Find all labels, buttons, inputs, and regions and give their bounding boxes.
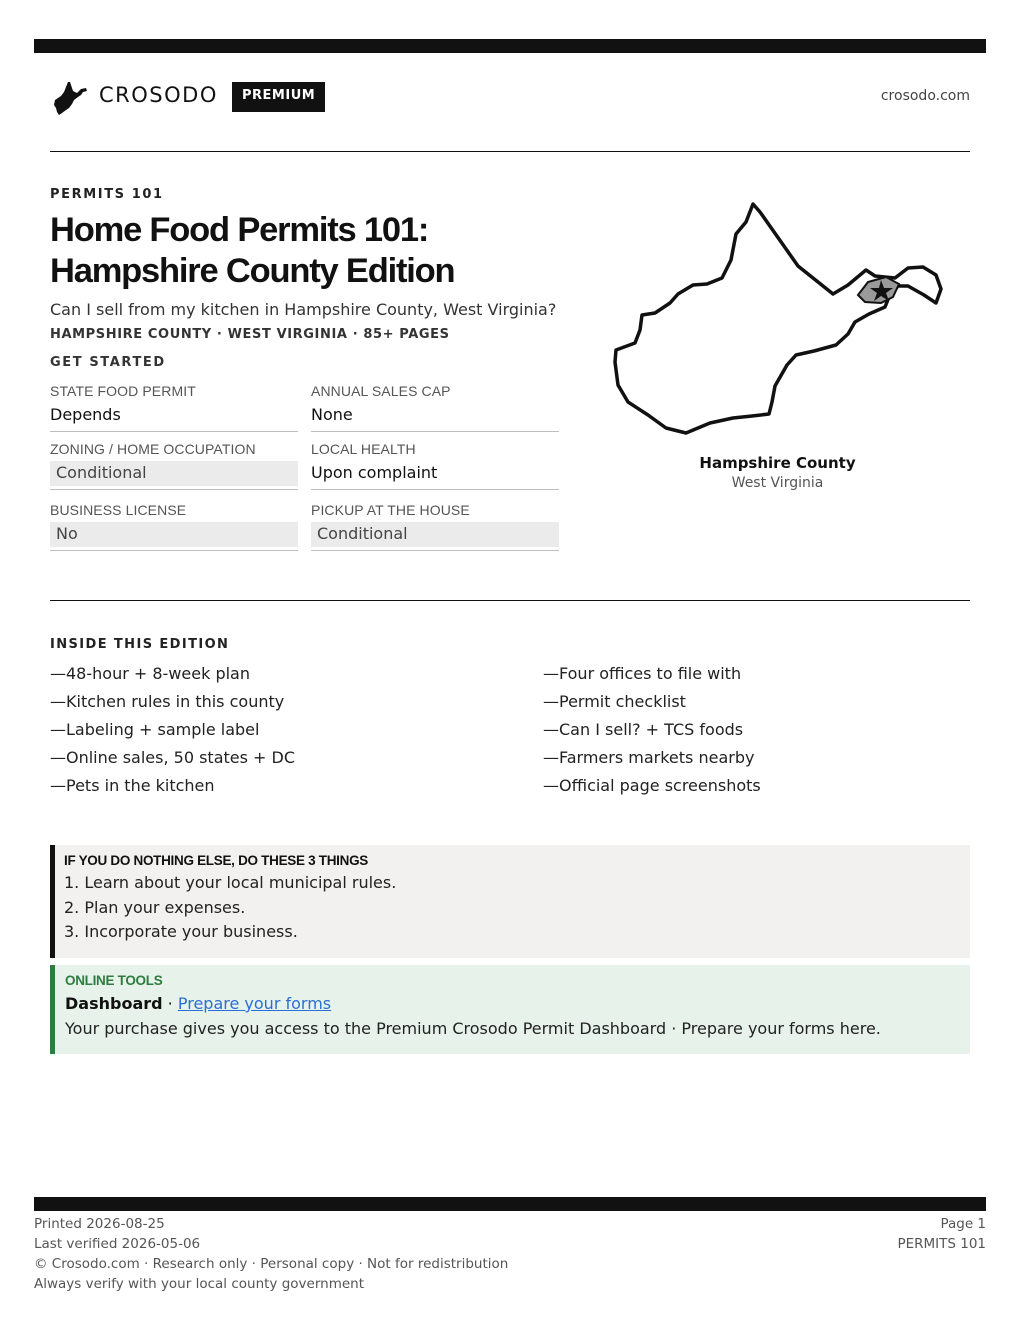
cell-state-food-permit [50, 383, 298, 432]
footer-right [897, 1214, 986, 1254]
cell-divider [50, 550, 298, 551]
three-things-callout [50, 845, 970, 958]
toc-item: —Labeling + sample label [50, 720, 260, 739]
callout-list [64, 871, 970, 945]
dashboard-line [65, 994, 970, 1013]
page-title [50, 210, 610, 292]
west-virginia-state-icon [52, 80, 88, 116]
cell-divider [311, 431, 559, 432]
cell-divider [311, 550, 559, 551]
map-state-label: West Virginia [731, 475, 824, 491]
title-line-2: Hampshire County Edition [50, 252, 455, 290]
printed-date: Printed 2026-08-25 [34, 1216, 165, 1232]
toc-right-column [543, 660, 761, 800]
separator: · [167, 994, 173, 1013]
header [50, 78, 970, 118]
cell-divider [50, 431, 298, 432]
verify-note: Always verify with your local county government [34, 1276, 364, 1292]
inside-title: INSIDE THIS EDITION [50, 637, 230, 652]
page-number: Page 1 [940, 1216, 986, 1232]
brand-name: CROSODO [99, 83, 218, 107]
cell-label: LOCAL HEALTH [311, 441, 416, 457]
cell-divider [50, 489, 298, 490]
toc-item: —Permit checklist [543, 692, 686, 711]
cell-value: Depends [50, 405, 121, 424]
cell-value: Upon complaint [311, 463, 438, 482]
callout-item: 1. Learn about your local municipal rules. [64, 873, 397, 892]
toc-item: —Kitchen rules in this county [50, 692, 285, 711]
cell-local-health [311, 441, 559, 490]
premium-badge: PREMIUM [232, 82, 325, 112]
cell-zoning [50, 441, 298, 490]
callout-item: 3. Incorporate your business. [64, 922, 298, 941]
online-tools-description: Your purchase gives you access to the Premium Crosodo Permit Dashboard · Prepare your forms here. [65, 1019, 881, 1038]
toc-item: —Four offices to file with [543, 664, 742, 683]
footer-left [34, 1214, 508, 1294]
title-line-1: Home Food Permits 101: [50, 211, 429, 249]
subtitle: Can I sell from my kitchen in Hampshire County, West Virginia? [50, 300, 557, 319]
copyright-notice: © Crosodo.com · Research only · Personal copy · Not for redistribution [34, 1256, 509, 1272]
callout-title: IF YOU DO NOTHING ELSE, DO THESE 3 THINGS [64, 853, 368, 868]
cell-label: ZONING / HOME OCCUPATION [50, 441, 256, 457]
header-divider [50, 151, 970, 152]
get-started-title: GET STARTED [50, 355, 166, 370]
online-tools-title: ONLINE TOOLS [65, 973, 163, 988]
cell-label: PICKUP AT THE HOUSE [311, 502, 470, 518]
eyebrow: PERMITS 101 [50, 187, 164, 202]
cell-pickup [311, 502, 559, 551]
toc-item: —Pets in the kitchen [50, 776, 215, 795]
toc-item: —48-hour + 8-week plan [50, 664, 250, 683]
west-virginia-map-with-star-icon [605, 195, 950, 445]
section-divider [50, 600, 970, 601]
toc-item: —Farmers markets nearby [543, 748, 755, 767]
toc-left-column [50, 660, 295, 800]
toc-item: —Official page screenshots [543, 776, 761, 795]
cell-divider [311, 489, 559, 490]
toc-item: —Online sales, 50 states + DC [50, 748, 296, 767]
map-county-label: Hampshire County [699, 454, 856, 472]
cell-business-license [50, 502, 298, 551]
cell-value: Conditional [311, 522, 559, 547]
cell-value: None [311, 405, 353, 424]
cell-label: BUSINESS LICENSE [50, 502, 187, 518]
site-url[interactable]: crosodo.com [880, 88, 970, 104]
dashboard-label: Dashboard [65, 994, 163, 1013]
cell-annual-sales-cap [311, 383, 559, 432]
top-bar [34, 39, 986, 53]
online-tools-box [50, 965, 970, 1054]
callout-item: 2. Plan your expenses. [64, 897, 246, 917]
footer-section: PERMITS 101 [897, 1236, 986, 1252]
toc-item: —Can I sell? + TCS foods [543, 720, 744, 739]
verified-date: Last verified 2026-05-06 [34, 1236, 201, 1252]
prepare-forms-link[interactable]: Prepare your forms [177, 994, 332, 1013]
map-caption [660, 454, 895, 491]
bottom-bar [34, 1197, 986, 1211]
cell-label: STATE FOOD PERMIT [50, 383, 196, 399]
cell-label: ANNUAL SALES CAP [311, 383, 451, 399]
cell-value: No [50, 522, 298, 547]
cell-value: Conditional [50, 461, 298, 486]
meta-line: HAMPSHIRE COUNTY · WEST VIRGINIA · 85+ PAGES [50, 327, 450, 342]
